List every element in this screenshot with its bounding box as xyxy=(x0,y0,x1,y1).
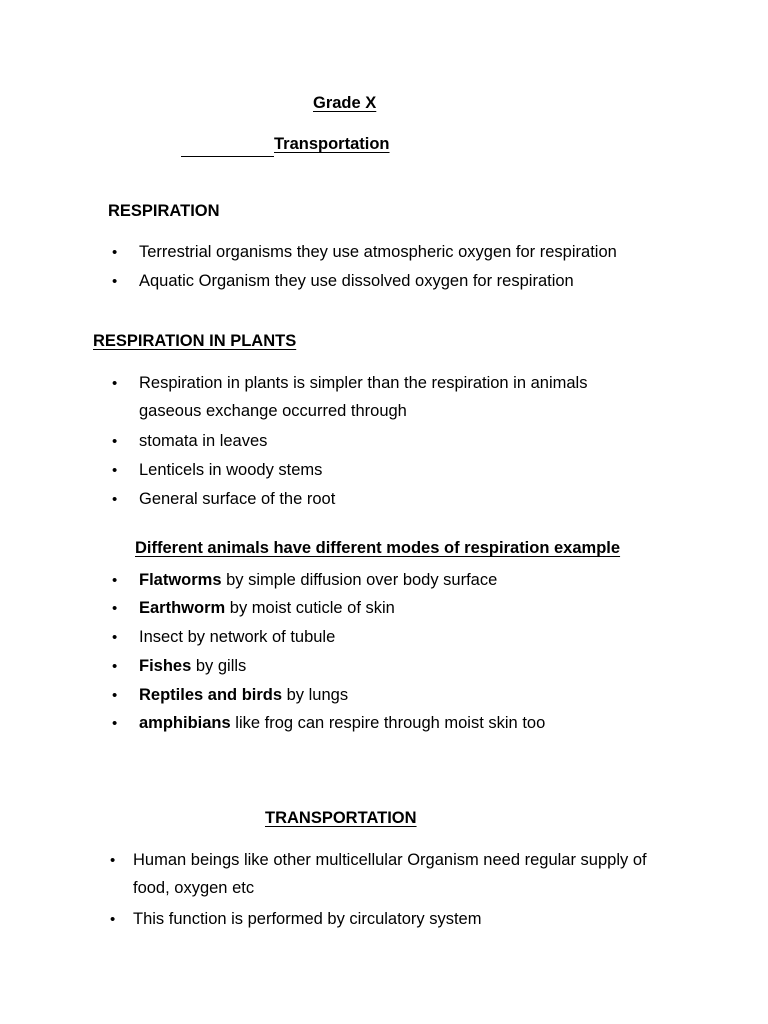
list-item-text: by gills xyxy=(191,657,247,675)
list-item xyxy=(139,628,335,647)
subject-title: Transportation xyxy=(274,135,390,153)
bullet: • xyxy=(112,715,118,732)
transportation-heading: TRANSPORTATION xyxy=(265,809,417,827)
list-item-continuation: gaseous exchange occurred through xyxy=(139,402,407,420)
list-item: Terrestrial organisms they use atmospheric oxygen for respiration xyxy=(139,243,617,261)
bullet: • xyxy=(110,911,116,928)
bullet: • xyxy=(112,687,118,704)
bullet: • xyxy=(112,629,118,646)
list-item-text: like frog can respire through moist skin too xyxy=(230,714,546,732)
list-item: Human beings like other multicellular Organism need regular supply of xyxy=(133,851,647,869)
list-item: Aquatic Organism they use dissolved oxygen for respiration xyxy=(139,272,574,290)
bullet: • xyxy=(112,600,118,617)
bullet: • xyxy=(112,491,118,508)
list-item: Lenticels in woody stems xyxy=(139,461,323,479)
list-item-bold: Flatworms xyxy=(139,571,222,589)
list-item xyxy=(139,571,497,590)
list-item: This function is performed by circulatory system xyxy=(133,910,482,928)
list-item-continuation: food, oxygen etc xyxy=(133,879,255,897)
animals-heading: Different animals have different modes of respiration example xyxy=(135,539,621,557)
list-item-bold: Earthworm xyxy=(139,599,226,617)
bullet: • xyxy=(112,658,118,675)
bullet: • xyxy=(110,852,116,869)
list-item xyxy=(139,657,246,676)
list-item: stomata in leaves xyxy=(139,432,268,450)
respiration-heading: RESPIRATION xyxy=(108,202,220,220)
grade-title: Grade X xyxy=(313,94,377,112)
list-item xyxy=(139,714,545,733)
list-item-bold: Fishes xyxy=(139,657,192,675)
bullet: • xyxy=(112,433,118,450)
list-item: Respiration in plants is simpler than the respiration in animals xyxy=(139,374,588,392)
bullet: • xyxy=(112,273,118,290)
subject-underline-rule xyxy=(181,156,274,157)
list-item: General surface of the root xyxy=(139,490,336,508)
list-item-text: by lungs xyxy=(282,686,349,704)
list-item-text: by moist cuticle of skin xyxy=(225,599,395,617)
list-item xyxy=(139,686,348,705)
list-item-text: Insect by network of tubule xyxy=(139,628,336,646)
list-item-bold: Reptiles and birds xyxy=(139,686,283,704)
bullet: • xyxy=(112,572,118,589)
bullet: • xyxy=(112,244,118,261)
list-item-text: by simple diffusion over body surface xyxy=(221,571,498,589)
list-item xyxy=(139,599,395,618)
bullet: • xyxy=(112,462,118,479)
list-item-bold: amphibians xyxy=(139,714,231,732)
plants-heading: RESPIRATION IN PLANTS xyxy=(93,332,297,350)
bullet: • xyxy=(112,375,118,392)
